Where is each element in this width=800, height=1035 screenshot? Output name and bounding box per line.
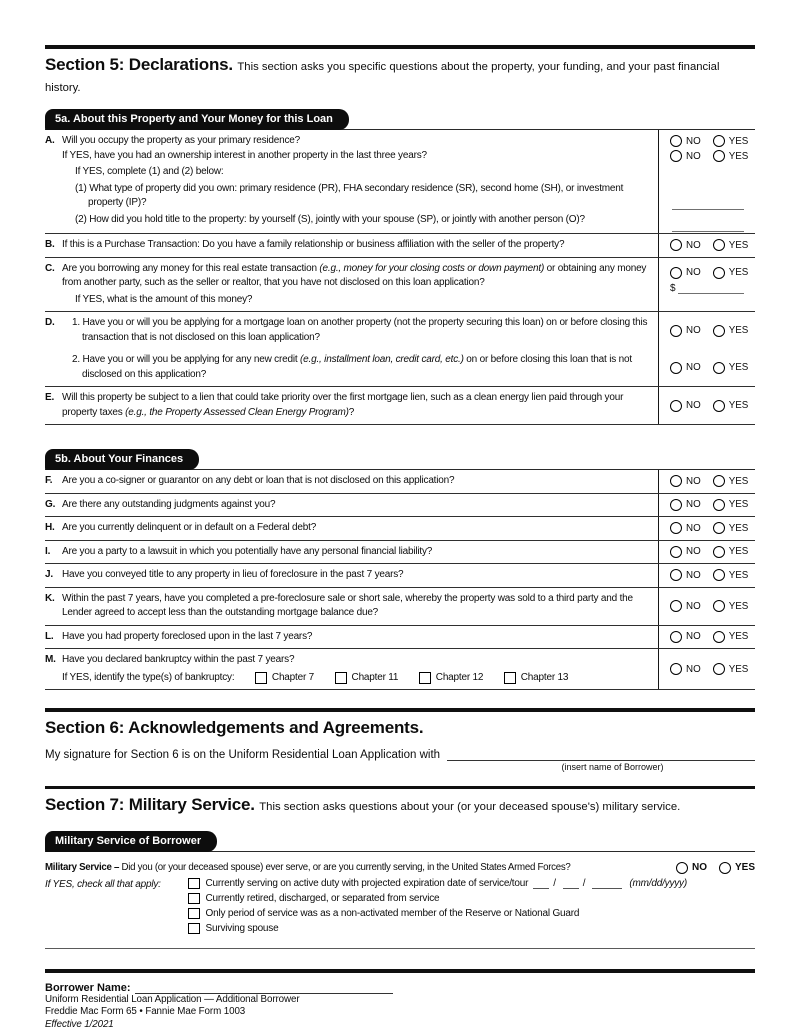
date-year-blank[interactable] [592,878,622,889]
answer-cell-b [659,234,755,257]
radio-no-label: NO [686,325,701,337]
option-label: Only period of service was as a non-activated member of the Reserve or National Guard [205,908,580,920]
question-text-a [45,130,659,233]
borrower-name-blank[interactable] [447,746,755,761]
radio-yes-label: YES [728,150,749,162]
radio-yes[interactable] [713,135,725,147]
question-letter: G. [45,498,56,510]
radio-yes[interactable] [713,546,725,558]
section7-header [45,794,755,816]
answer-cell-a [659,130,755,233]
section6-title: Section 6: Acknowledgements and Agreements. [45,717,424,737]
signature-row [45,746,755,761]
question-row-d2 [45,349,755,386]
military-service-tabrow [45,829,755,852]
footer-effective-date: Effective 1/2021 [45,1018,114,1030]
radio-no[interactable] [670,325,682,337]
radio-pair [670,522,755,534]
radio-no[interactable] [670,631,682,643]
radio-no[interactable] [670,239,682,251]
section5-header [45,54,755,98]
radio-pair [670,499,755,511]
question-letter: J. [45,569,53,581]
subsection-5b-tabrow [45,447,755,470]
radio-no-label: NO [686,475,701,487]
question-line: Are you a co-signer or guarantor on any debt or loan that is not disclosed on this application? [62,475,455,487]
date-month-blank[interactable] [533,878,549,889]
military-option-retired [188,893,755,905]
radio-yes-label: YES [728,600,749,612]
amount-blank[interactable] [678,282,744,294]
question-row-k [45,588,755,626]
checkbox-label: Chapter 13 [520,671,569,683]
radio-no[interactable] [670,522,682,534]
subsection-5a-tab: 5a. About this Property and Your Money for this Loan [45,109,349,130]
radio-no-label: NO [686,546,701,558]
footer-rule [45,969,755,973]
option-label: Surviving spouse [205,923,279,935]
question-row-a [45,130,755,234]
question-letter: L. [45,630,54,642]
question-row-d [45,312,755,387]
question-text-m [45,649,659,689]
question-line: (1) What type of property did you own: primary residence (PR), FHA secondary residence (SR), second home (SH), or investment property (IP)? [75,182,624,209]
answer-cell-k [659,588,755,625]
question-letter: H. [45,522,55,534]
question-letter: B. [45,239,55,251]
radio-yes[interactable] [713,631,725,643]
military-option-reserve [188,908,755,920]
question-row-g [45,494,755,518]
radio-pair [670,325,755,337]
radio-no-label: NO [686,362,701,374]
subsection-5b-tab: 5b. About Your Finances [45,449,199,470]
question-letter: C. [45,262,55,274]
question-row-c [45,258,755,313]
question-line: Are you currently delinquent or in default on a Federal debt? [62,522,317,534]
radio-yes[interactable] [713,600,725,612]
question-text-f [45,470,659,493]
question-text-d1 [45,312,659,349]
question-row-l [45,626,755,650]
question-text-k [45,588,659,625]
option-label: Currently serving on active duty with projected expiration date of service/tour [205,878,529,890]
answer-cell-i [659,541,755,564]
question-letter: K. [45,592,55,604]
radio-pair [670,150,748,162]
radio-no[interactable] [670,475,682,487]
radio-pair [670,362,755,374]
radio-yes[interactable] [713,663,725,675]
checkbox-item-chapter-7 [255,671,314,686]
checkbox-chapter-12[interactable] [419,672,431,684]
checkbox-label: Chapter 12 [435,671,484,683]
date-format-hint: (mm/dd/yyyy) [629,878,687,890]
question-row-d1 [45,312,755,349]
question-text-c [45,258,659,312]
question-text-i [45,541,659,564]
radio-no-label: NO [691,862,707,874]
question-text-e [45,387,659,424]
question-line: If YES, identify the type(s) of bankruptcy: [62,671,235,683]
question-row-b [45,234,755,258]
answer-cell-m [659,649,755,689]
military-service-tab: Military Service of Borrower [45,831,217,852]
radio-yes-label: YES [728,569,749,581]
date-day-blank[interactable] [563,878,579,889]
radio-no-label: NO [686,631,701,643]
question-row-j [45,564,755,588]
radio-no-label: NO [686,522,701,534]
question-line: Have you had property foreclosed upon in the last 7 years? [62,630,313,642]
radio-yes-label: YES [728,499,749,511]
answer-cell-j [659,564,755,587]
answer-cell-h [659,517,755,540]
radio-pair [670,135,748,147]
radio-yes-label: YES [728,267,749,279]
radio-yes[interactable] [713,325,725,337]
checkbox-surviving-spouse[interactable] [188,923,200,935]
section7-rule [45,786,755,790]
radio-no-label: NO [686,135,701,147]
radio-yes-label: YES [728,239,749,251]
radio-yes[interactable] [713,499,725,511]
amount-field [670,282,755,294]
answer-cell-g [659,494,755,517]
checkbox-retired[interactable] [188,893,200,905]
checkbox-chapter-11[interactable] [335,672,347,684]
question-line: Have you declared bankruptcy within the past 7 years? [62,654,295,666]
question-letter: I. [45,545,51,557]
question-text-j [45,564,659,587]
checkbox-item-chapter-13 [504,671,568,686]
question-line: Will this property be subject to a lien that could take priority over the first mortgage lien, such as a clean energy lien paid through your property taxes (e.g., the Property Assessed Clean Energy Program)? [62,392,624,418]
borrower-name-row [45,981,755,994]
question-row-f [45,470,755,494]
radio-yes-label: YES [728,362,749,374]
radio-yes[interactable] [713,150,725,162]
checkbox-chapter-13[interactable] [504,672,516,684]
military-service-question [45,862,755,874]
radio-yes-label: YES [734,862,755,874]
radio-no[interactable] [670,400,682,412]
question-letter: D. [45,317,55,329]
checkbox-reserve-national-guard[interactable] [188,908,200,920]
question-line: Are you a party to a lawsuit in which you potentially have any personal financial liability? [62,545,433,557]
question-row-e [45,387,755,425]
currency-symbol: $ [670,282,676,294]
question-row-m [45,649,755,690]
question-letter: M. [45,654,56,666]
checkbox-chapter-7[interactable] [255,672,267,684]
answer-blank-property-type[interactable] [672,198,744,210]
section5-title: Section 5: Declarations. [45,54,233,74]
military-question-text: Military Service – Did you (or your deceased spouse) ever serve, or are you currently serving, in the United States Armed Forces? [45,862,571,874]
bankruptcy-types [62,671,651,686]
radio-pair [670,631,755,643]
radio-no[interactable] [670,663,682,675]
radio-no-label: NO [686,499,701,511]
question-line: If YES, complete (1) and (2) below: [75,166,224,178]
answer-cell-d1 [659,312,755,349]
question-row-h [45,517,755,541]
question-text-l [45,626,659,649]
section7-desc: This section asks questions about your (or your deceased spouse's) military service. [259,801,681,814]
radio-yes[interactable] [713,362,725,374]
date-separator: / [582,878,586,890]
subsection-5a-tabrow [45,107,755,130]
question-text-d2 [45,349,659,386]
radio-no-label: NO [686,267,701,279]
question-line: If this is a Purchase Transaction: Do you have a family relationship or business affiliation with the seller of the property? [62,239,565,251]
radio-yes[interactable] [713,522,725,534]
radio-pair [670,546,755,558]
borrower-name-field[interactable] [135,981,393,994]
radio-no-label: NO [686,600,701,612]
question-line: 1. Have you or will you be applying for a mortgage loan on another property (not the property securing this loan) on or before closing this transaction that is not disclosed on this loan application? [72,317,648,343]
question-text-g [45,494,659,517]
option-label: Currently retired, discharged, or separated from service [205,893,440,905]
section6-header [45,717,755,739]
radio-yes[interactable] [713,400,725,412]
if-yes-label: If YES, check all that apply: [45,878,161,890]
question-letter: F. [45,475,53,487]
radio-pair [670,600,755,612]
military-bottom-line [45,948,755,949]
military-option-surviving-spouse [188,923,755,935]
question-text-b [45,234,659,257]
radio-pair [670,239,755,251]
date-separator: / [553,878,556,890]
radio-no[interactable] [670,267,682,279]
question-line: Are you borrowing any money for this real estate transaction (e.g., money for your closing costs or down payment) or obtaining any money from another party, such as the seller or realtor, that you have not disclosed on this loan application? [62,262,647,289]
radio-no-label: NO [686,569,701,581]
radio-no[interactable] [670,499,682,511]
question-line: If YES, what is the amount of this money? [75,293,253,305]
military-option-active-duty [188,878,755,890]
radio-pair [676,862,755,874]
section5-desc: This section asks you specific questions about the property, your funding, and your past financial history. [45,60,720,94]
checkbox-item-chapter-11 [335,671,398,686]
checkbox-active-duty[interactable] [188,878,200,890]
radio-yes-label: YES [728,325,749,337]
radio-yes-label: YES [728,135,749,147]
answer-blank-title-held[interactable] [672,220,744,232]
checkbox-item-chapter-12 [419,671,483,686]
radio-pair [670,475,755,487]
question-line: Are there any outstanding judgments against you? [62,498,276,510]
footer-form-name: Uniform Residential Loan Application — Additional Borrower [45,993,300,1005]
answer-cell-c [659,258,755,312]
radio-no[interactable] [676,862,688,874]
answer-cell-e [659,387,755,424]
radio-yes[interactable] [719,862,731,874]
section6-rule [45,708,755,712]
section7-title: Section 7: Military Service. [45,795,255,815]
section5-rule [45,45,755,49]
checkbox-label: Chapter 11 [351,671,399,683]
question-line: Within the past 7 years, have you completed a pre-foreclosure sale or short sale, whereby the property was sold to a third party and the Lender agreed to accept less than the outstanding mortgage balance due? [62,592,633,619]
military-options-list [188,878,755,938]
checkbox-label: Chapter 7 [271,671,315,683]
question-line: (2) How did you hold title to the property: by yourself (S), jointly with your spouse (SP), or jointly with another person (O)? [75,213,585,225]
radio-yes-label: YES [728,631,749,643]
radio-no-label: NO [686,400,701,412]
radio-no[interactable] [670,362,682,374]
radio-yes-label: YES [728,663,749,675]
radio-pair [670,569,755,581]
radio-no[interactable] [670,569,682,581]
radio-yes[interactable] [713,267,725,279]
radio-yes[interactable] [713,569,725,581]
question-line: Will you occupy the property as your primary residence? [62,135,300,147]
radio-no[interactable] [670,135,682,147]
radio-pair [670,267,755,279]
question-letter: E. [45,392,55,404]
radio-no-label: NO [686,239,701,251]
question-line: If YES, have you had an ownership interest in another property in the last three years? [62,149,427,161]
radio-no-label: NO [686,150,701,162]
radio-yes-label: YES [728,400,749,412]
radio-no-label: NO [686,663,701,675]
radio-yes[interactable] [713,239,725,251]
answer-cell-d2 [659,349,755,386]
radio-no[interactable] [670,546,682,558]
borrower-name-label: Borrower Name: [45,981,131,994]
question-letter: A. [45,135,55,147]
radio-no[interactable] [670,600,682,612]
answer-cell-f [659,470,755,493]
radio-yes-label: YES [728,522,749,534]
question-text-h [45,517,659,540]
signature-text: My signature for Section 6 is on the Uniform Residential Loan Application with [45,748,441,761]
radio-pair [670,663,755,675]
question-line: 2. Have you or will you be applying for any new credit (e.g., installment loan, credit card, etc.) on or before closing this loan that is not disclosed on this application? [72,354,632,380]
footer-form-numbers: Freddie Mac Form 65 • Fannie Mae Form 1003 [45,1006,246,1018]
radio-yes-label: YES [728,475,749,487]
radio-yes-label: YES [728,546,749,558]
question-line: Have you conveyed title to any property in lieu of foreclosure in the past 7 years? [62,569,404,581]
question-row-i [45,541,755,565]
military-options [45,878,755,938]
radio-no[interactable] [670,150,682,162]
radio-yes[interactable] [713,475,725,487]
answer-cell-l [659,626,755,649]
signature-caption: (insert name of Borrower) [561,761,664,772]
radio-pair [670,400,755,412]
